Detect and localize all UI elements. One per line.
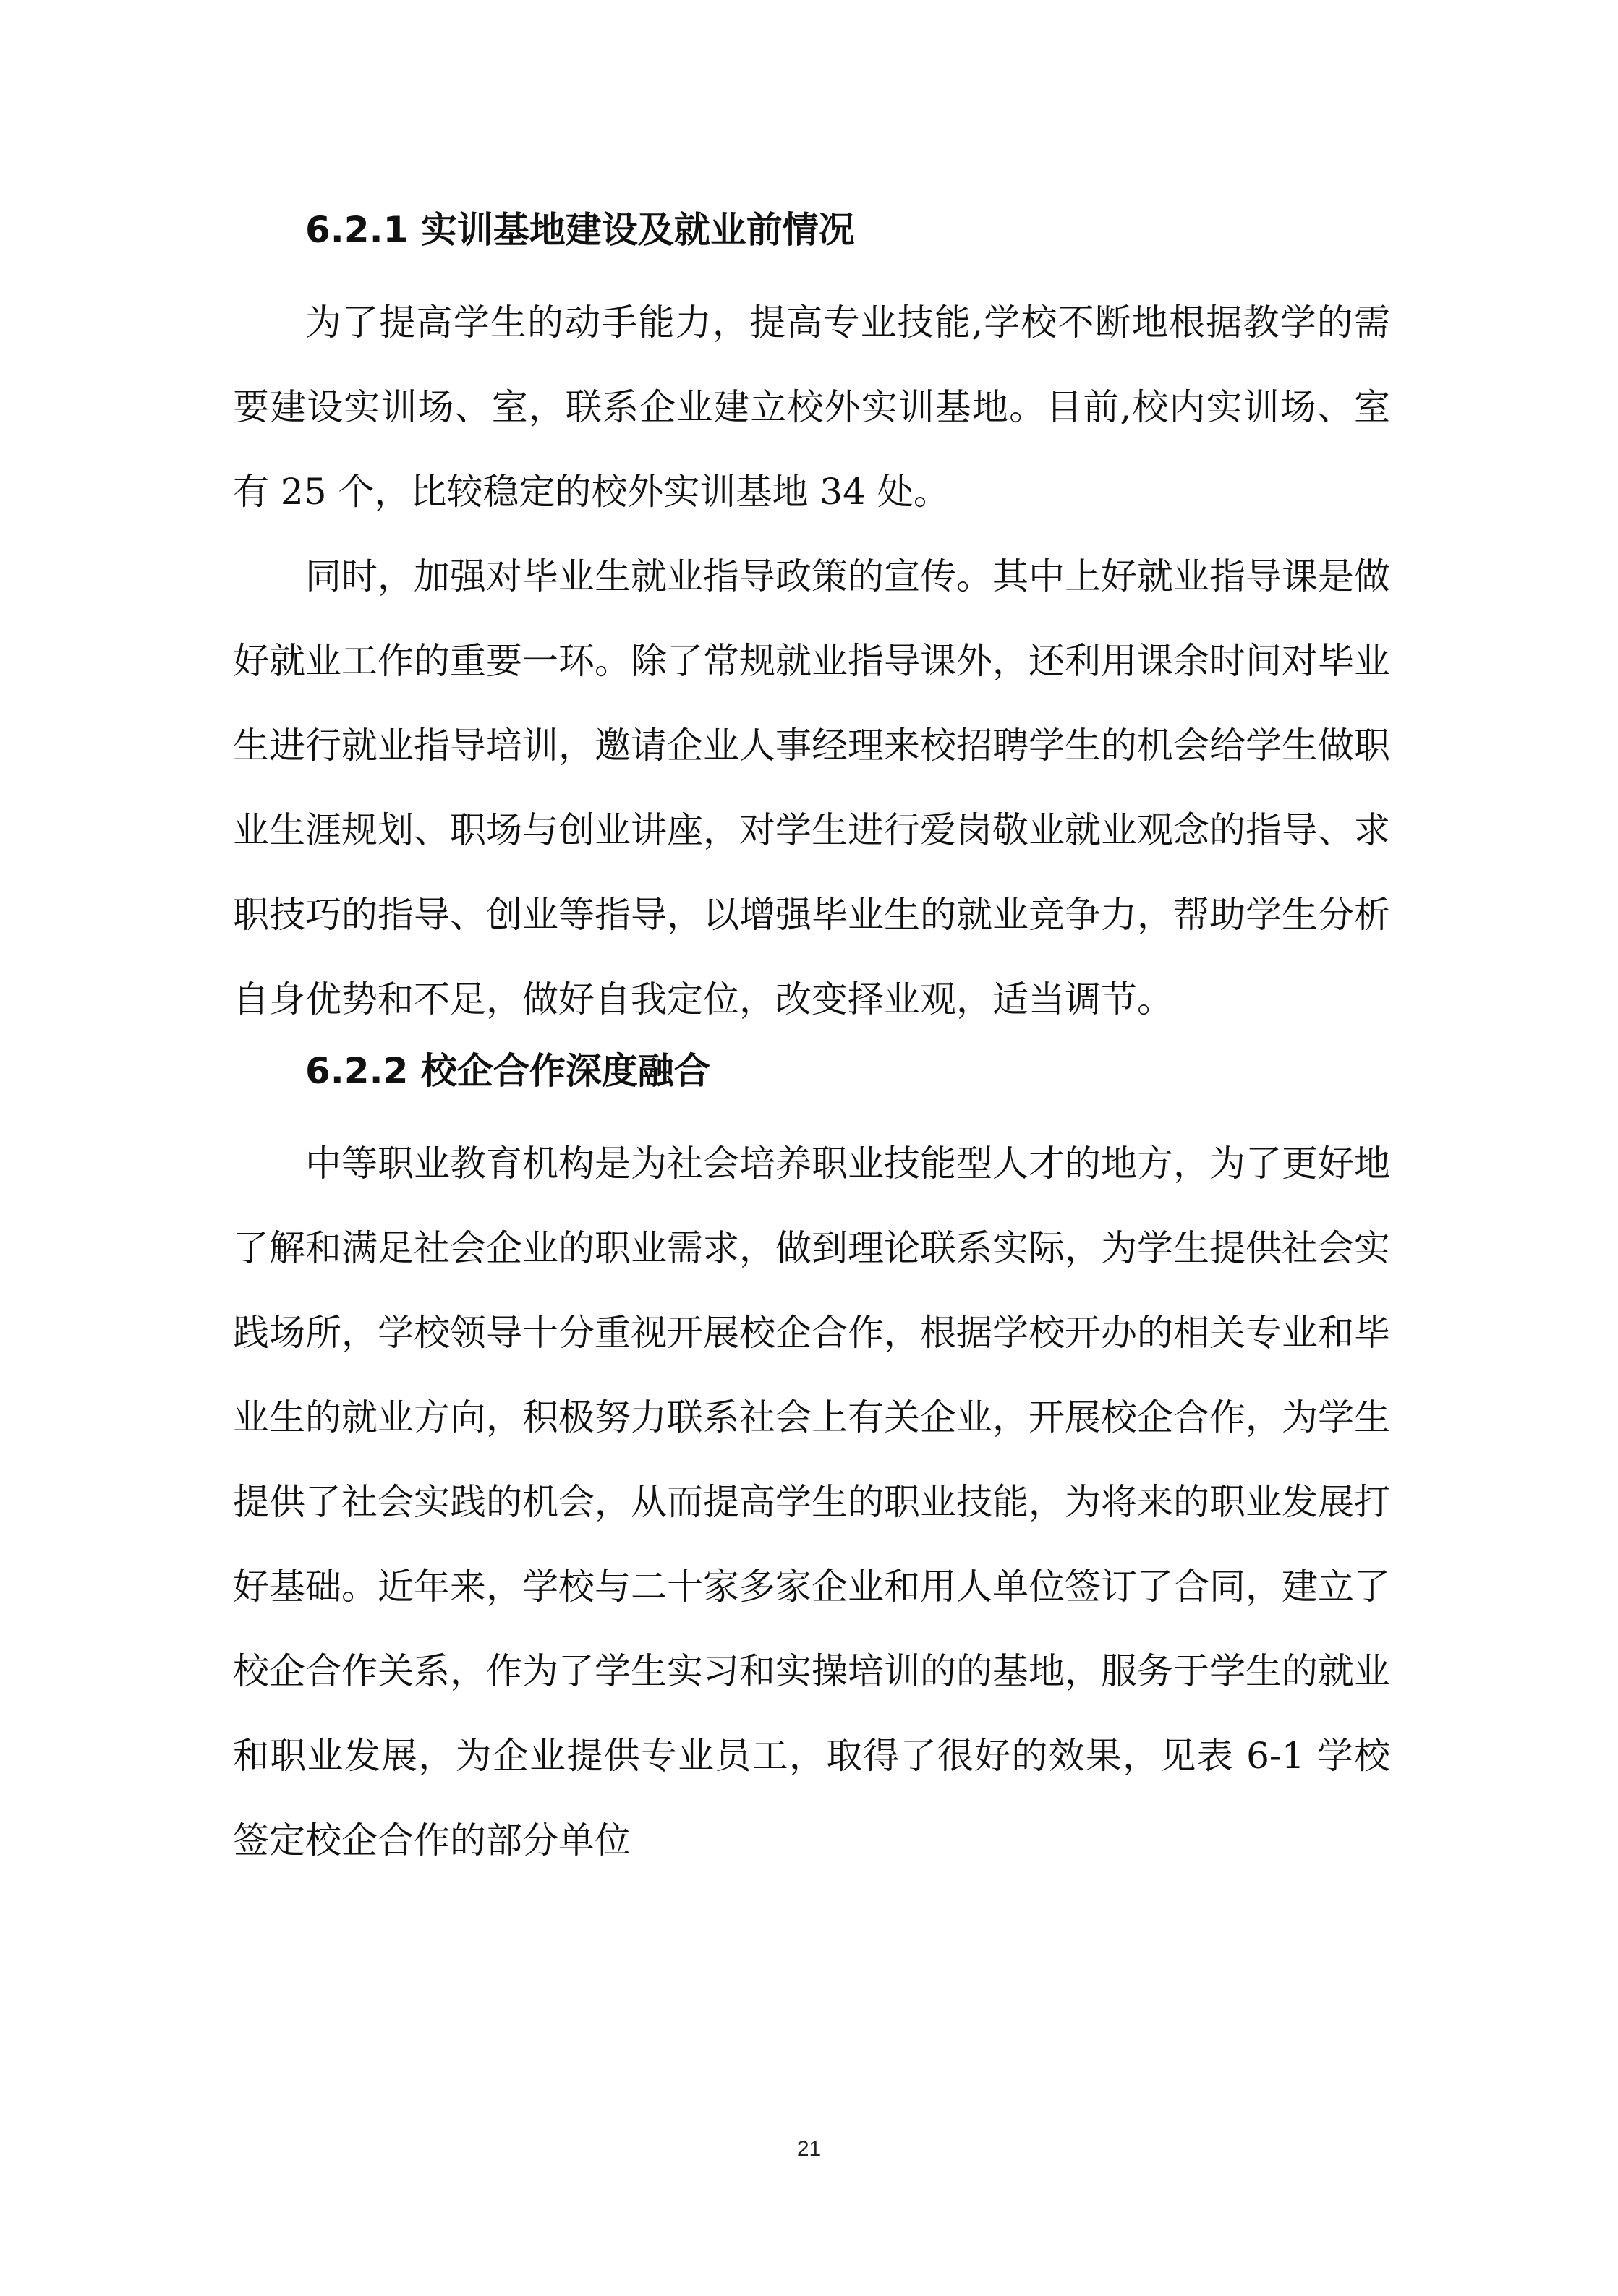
document-page — [233, 201, 1390, 1883]
section-heading-6-2-2: 6.2.2 校企合作深度融合 — [305, 1050, 710, 1092]
paragraph-employment-guidance: 同时，加强对毕业生就业指导政策的宣传。其中上好就业指导课是做好就业工作的重要一环。除了常规就业指导课外，还利用课余时间对毕业生进行就业指导培训，邀请企业人事经理来校招聘学生的机会给学生做职业生涯规划、职场与创业讲座，对学生进行爱岗敬业就业观念的指导、求职技巧的指导、创业等指导，以增强毕业生的就业竞争力，帮助学生分析自身优势和不足，做好自我定位，改变择业观，适当调节。 — [233, 555, 1390, 1020]
section-heading-6-2-1: 6.2.1 实训基地建设及就业前情况 — [305, 209, 855, 251]
paragraph-school-enterprise-cooperation: 中等职业教育机构是为社会培养职业技能型人才的地方，为了更好地了解和满足社会企业的职业需求，做到理论联系实际，为学生提供社会实践场所，学校领导十分重视开展校企合作，根据学校开办的相关专业和毕业生的就业方向，积极努力联系社会上有关企业，开展校企合作，为学生提供了社会实践的机会，从而提高学生的职业技能，为将来的职业发展打好基础。近年来，学校与二十家多家企业和用人单位签订了合同，建立了校企合作关系，作为了学生实习和实操培训的的基地，服务于学生的就业和职业发展，为企业提供专业员工，取得了很好的效果，见表 6-1 学校签定校企合作的部分单位 — [233, 1143, 1390, 1861]
paragraph-training-bases: 为了提高学生的动手能力，提高专业技能,学校不断地根据教学的需要建设实训场、室，联系企业建立校外实训基地。目前,校内实训场、室有 25 个，比较稳定的校外实训基地 34 处。 — [233, 302, 1390, 513]
page-number: 21 — [796, 2137, 822, 2161]
